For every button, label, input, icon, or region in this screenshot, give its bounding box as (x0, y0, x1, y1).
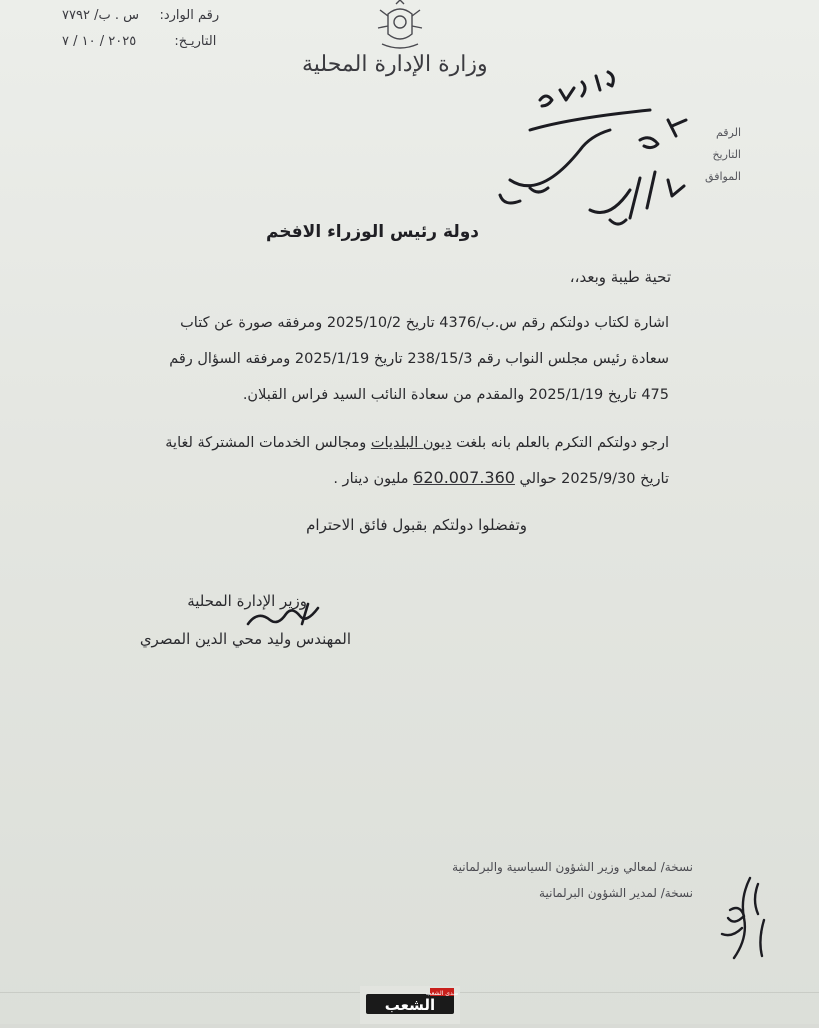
incoming-date-label: التاريـخ: (174, 34, 217, 49)
margin-handwritten-note (710, 870, 780, 970)
ref-corresponding-label: الموافق (705, 170, 741, 183)
paragraph-1-line-1: اشارة لكتاب دولتكم رقم س.ب/4376 تاريخ 2025/10/2 ومرفقه صورة عن كتاب (180, 315, 669, 331)
minister-signature (244, 600, 324, 632)
paragraph-2-line-1-end: ومجالس الخدمات المشتركة لغاية (165, 435, 371, 451)
newspaper-logo (360, 986, 460, 1024)
incoming-date-row (62, 34, 216, 49)
signatory-title: وزير الإدارة المحلية (187, 592, 307, 610)
logo-brand-text: الشعب (384, 996, 436, 1014)
incoming-number-row (62, 8, 219, 23)
paragraph-2-line-2 (333, 470, 669, 487)
ref-number-label: الرقم (715, 126, 741, 139)
copy-recipient-1: نسخة/ لمعالي وزير الشؤون السياسية والبرلمانية (452, 860, 693, 874)
paragraph-2-line-1-start: ارجو دولتكم التكرم بالعلم بانه بلغت (451, 435, 669, 451)
paragraph-2-line-2-end: مليون دينار . (333, 471, 414, 487)
copy-recipient-2: نسخة/ لمدير الشؤون البرلمانية (539, 886, 693, 900)
signatory-name: المهندس وليد محي الدين المصري (139, 630, 351, 648)
incoming-number-value: س . ب/ ٧٧٩٢ (62, 8, 139, 23)
logo-tag-text: صدى الشعب (425, 990, 459, 997)
paragraph-1-line-2: سعادة رئيس مجلس النواب رقم 238/15/3 تاريخ 2025/1/19 ومرفقه السؤال رقم (169, 351, 669, 367)
coat-of-arms-emblem (360, 0, 440, 50)
handwritten-reference-ink (490, 60, 730, 240)
ref-date-label: التاريخ (712, 148, 741, 161)
debt-amount: 620.007.360 (413, 468, 515, 487)
incoming-date-value: ٢٠٢٥ / ١٠ / ٧ (62, 34, 137, 49)
paragraph-2-line-2-start: تاريخ 2025/9/30 حوالي (514, 471, 669, 487)
municipal-debts-highlight: ديون البلديات (370, 435, 452, 451)
incoming-number-label: رقم الوارد: (159, 8, 220, 23)
greeting: تحية طيبة وبعد،، (569, 268, 671, 286)
closing-line: وتفضلوا دولتكم بقبول فائق الاحترام (306, 516, 527, 534)
addressee: دولة رئيس الوزراء الافخم (265, 222, 479, 242)
paragraph-2-line-1 (165, 436, 669, 451)
ministry-title: وزارة الإدارة المحلية (302, 52, 488, 77)
newspaper-logo-mark (360, 986, 460, 1024)
paragraph-1-line-3: 475 تاريخ 2025/1/19 والمقدم من سعادة النائب السيد فراس القبلان. (242, 387, 669, 403)
